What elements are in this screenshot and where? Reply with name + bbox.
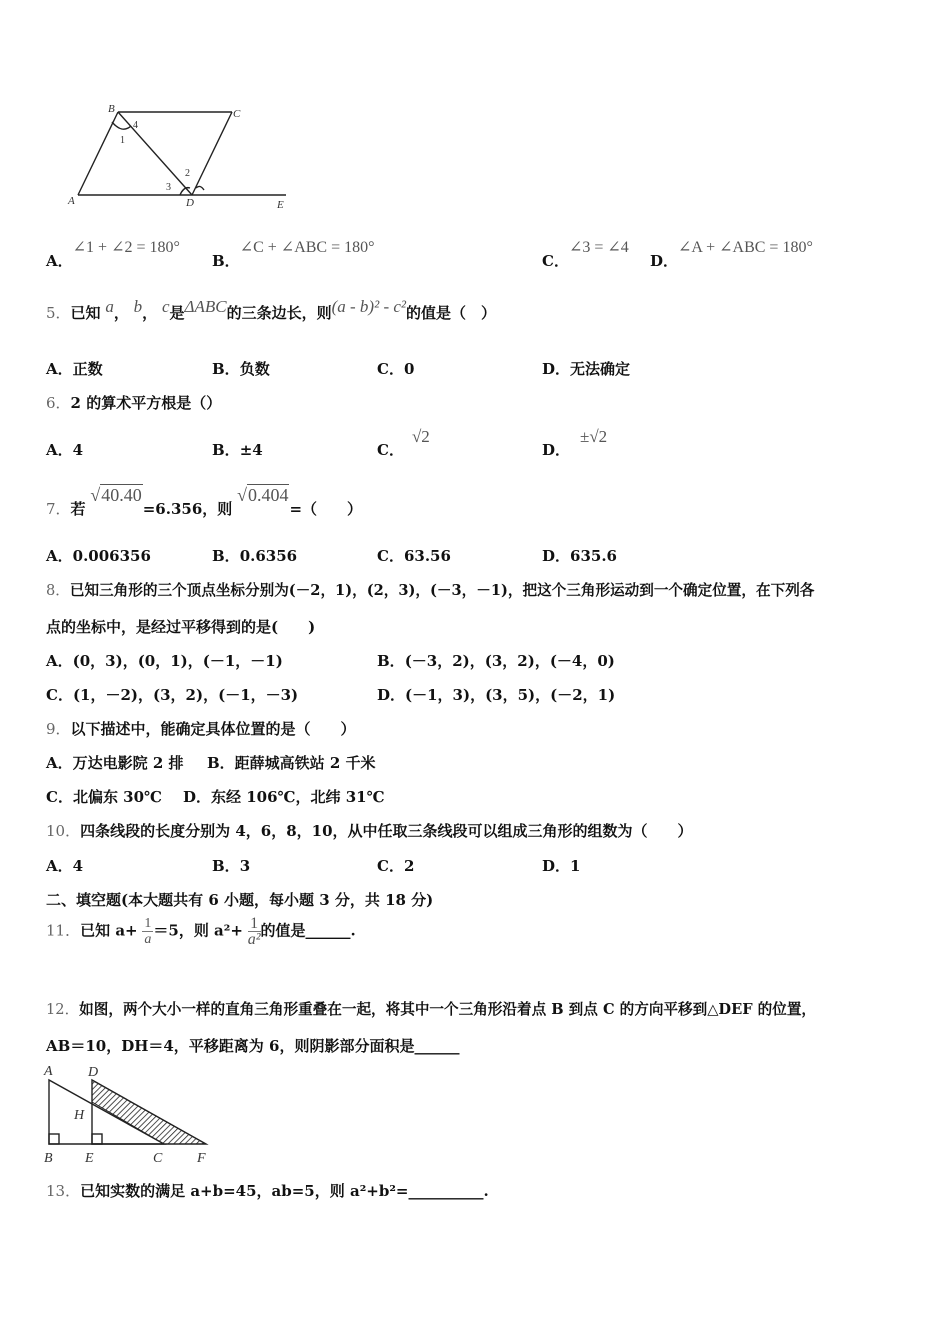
fig2-label-E: E xyxy=(85,1151,94,1166)
fig-label-B: B xyxy=(108,103,115,115)
question-12-line1: 12．如图，两个大小一样的直角三角形重叠在一起，将其中一个三角形沿着点 B 到点 C 的方向平移到△DEF 的位置， xyxy=(46,1001,817,1018)
fig2-label-H: H xyxy=(74,1108,85,1123)
q9-option-d: D．东经 106℃，北纬 31℃ xyxy=(183,788,385,806)
fig-label-D: D xyxy=(186,197,194,209)
q6-option-b: B．±4 xyxy=(212,441,263,459)
q6-option-d: D．±√2 xyxy=(542,427,608,459)
fig2-label-D: D xyxy=(88,1065,99,1080)
q7-option-b: B．0.6356 xyxy=(212,547,298,565)
section-2-header: 二、填空题(本大题共有 6 小题，每小题 3 分，共 18 分) xyxy=(46,891,434,909)
q4-option-b: B．∠C + ∠ABC = 180° xyxy=(212,239,375,270)
fig-label-E: E xyxy=(277,199,284,211)
fig2-label-B: B xyxy=(44,1151,53,1166)
q10-option-b: B．3 xyxy=(212,857,251,875)
q5-option-a: A．正数 xyxy=(46,360,103,378)
question-8-line1: 8．已知三角形的三个顶点坐标分别为(－2，1)，(2，3)，(－3，－1)，把这个三角形运动到一个确定位置，在下列各 xyxy=(46,582,815,599)
parallelogram-figure xyxy=(60,98,300,213)
q8-option-d: D．(－1，3)，(3，5)，(－2，1) xyxy=(377,686,616,704)
question-9: 9．以下描述中，能确定具体位置的是（ ） xyxy=(46,720,356,738)
fig2-label-F: F xyxy=(197,1151,206,1166)
triangles-figure xyxy=(40,1062,220,1166)
question-11: 11．已知 a+ $\frac{1}{a}$ ＝5，则 a²+ $\frac{1}{\text{a²}}$ 的值是______. xyxy=(46,915,356,948)
q9-option-b: B．距薛城高铁站 2 千米 xyxy=(207,754,376,772)
q8-option-c: C．(1，－2)，(3，2)，(－1，－3) xyxy=(46,686,299,704)
q7-option-a: A．0.006356 xyxy=(46,547,151,565)
q4-option-a: A．∠1 + ∠2 = 180° xyxy=(46,239,180,270)
fig-label-A: A xyxy=(68,195,75,207)
q6-option-a: A．4 xyxy=(46,441,84,459)
q10-option-c: C．2 xyxy=(377,857,415,875)
q6-option-c: C．√2 xyxy=(377,427,430,459)
fig-angle-1: 1 xyxy=(120,135,125,146)
fig-angle-2: 2 xyxy=(185,168,190,179)
question-13: 13．已知实数的满足 a+b=45，ab=5，则 a²+b²=__________. xyxy=(46,1182,489,1200)
question-5: 5．已知 a， b， c是ΔABC的三条边长，则(a - b)² - c²的值是（ ） xyxy=(46,297,497,322)
q5-option-c: C．0 xyxy=(377,360,415,378)
q8-option-a: A．(0，3)，(0，1)，(－1，－1) xyxy=(46,652,283,670)
q9-option-a: A．万达电影院 2 排 xyxy=(46,754,184,772)
q4-option-c: C．∠3 = ∠4 xyxy=(542,239,629,270)
fig-label-C: C xyxy=(233,108,241,120)
fig2-label-A: A xyxy=(44,1064,53,1079)
q7-option-d: D．635.6 xyxy=(542,547,617,565)
q5-option-b: B．负数 xyxy=(212,360,270,378)
q7-option-c: C．63.56 xyxy=(377,547,451,565)
question-6: 6．2 的算术平方根是（） xyxy=(46,394,222,412)
q5-option-d: D．无法确定 xyxy=(542,360,631,378)
fig-angle-4: 4 xyxy=(133,120,138,131)
q8-option-b: B．(－3，2)，(3，2)，(－4，0) xyxy=(377,652,615,670)
q9-option-c: C．北偏东 30℃ xyxy=(46,788,163,806)
q10-option-a: A．4 xyxy=(46,857,84,875)
fig2-label-C: C xyxy=(153,1151,163,1166)
question-8-line2: 点的坐标中，是经过平移得到的是( ) xyxy=(46,618,316,636)
question-7: 7．若 √40.40=6.356，则 √0.404=（ ） xyxy=(46,485,363,518)
question-10: 10．四条线段的长度分别为 4，6，8，10，从中任取三条线段可以组成三角形的组数为（ ） xyxy=(46,822,693,840)
fig-angle-3: 3 xyxy=(166,182,171,193)
q4-option-d: D．∠A + ∠ABC = 180° xyxy=(650,239,813,270)
q10-option-d: D．1 xyxy=(542,857,581,875)
question-12-line2: AB＝10，DH＝4，平移距离为 6，则阴影部分面积是______ xyxy=(46,1037,460,1055)
